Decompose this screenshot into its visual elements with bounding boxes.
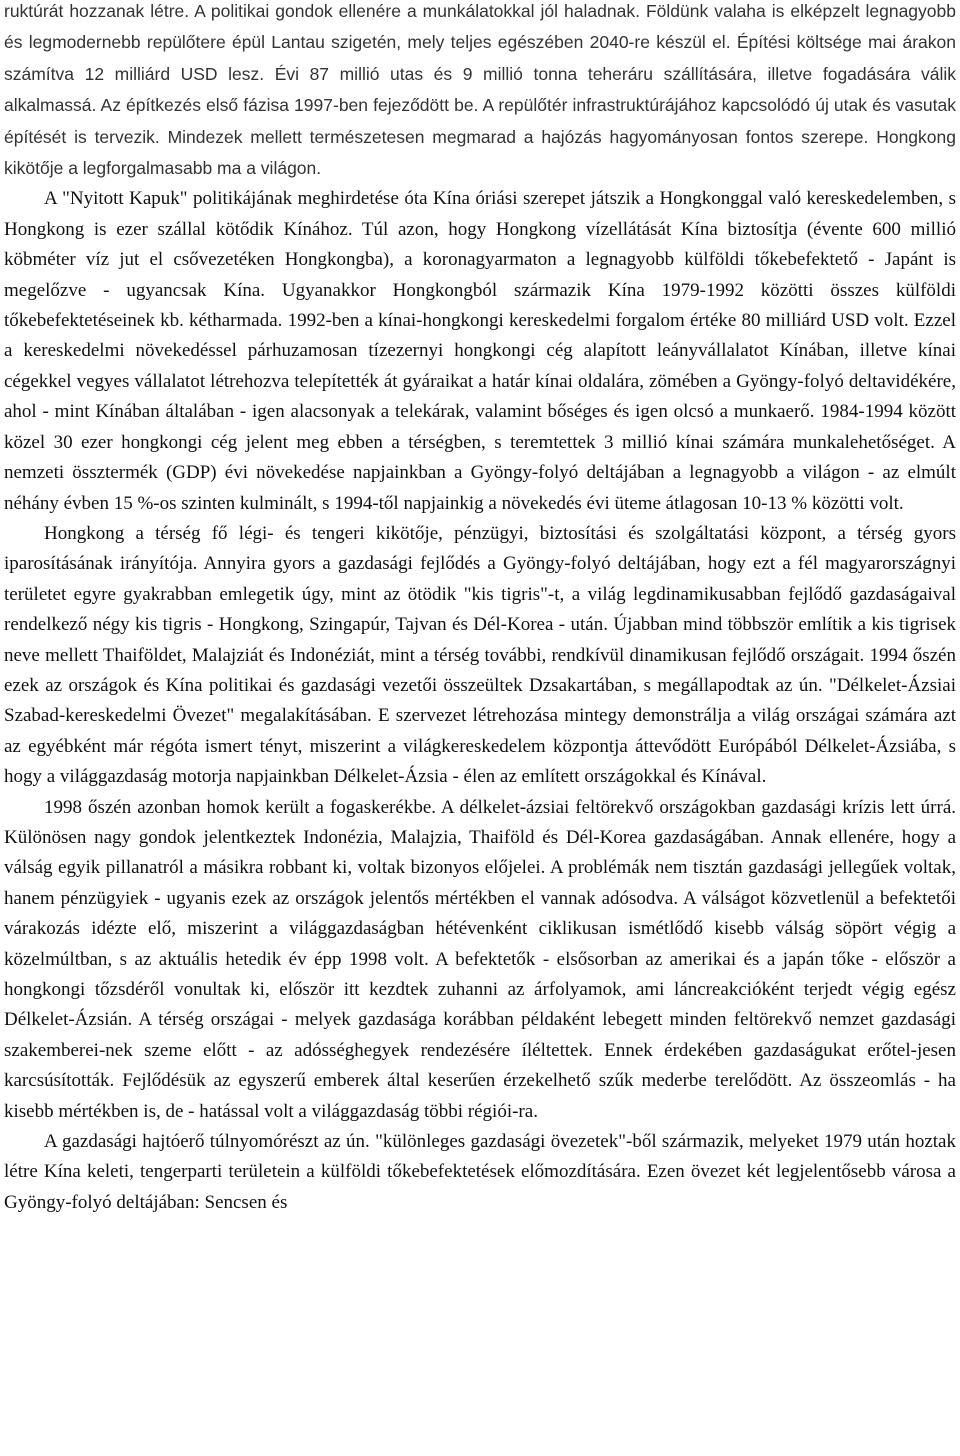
document-page xyxy=(4,0,956,1218)
paragraph-1-text: ruktúrát hozzanak létre. A politikai gondok ellenére a munkálatokkal jól haladnak. Földünk valaha is elképzelt legnagyobb és legmodernebb repülőtere épül Lantau szigetén, mely teljes egészében 2040-re készül el. Építési költsége mai árakon számítva 12 milliárd USD lesz. Évi 87 millió utas és 9 millió tonna teheráru szállítására, illetve fogadására válik alkalmassá. Az építkezés első fázisa 1997-ben fejeződött be. A repülőtér infrastruktúrájához kapcsolódó új utak és vasutak építését is tervezik. Mindezek mellett természetesen megmarad a hajózás hagyományosan fontos szerepe. Hongkong kikötője a legforgalmasabb ma a világon. xyxy=(4,1,956,179)
paragraph-2-text: A "Nyitott Kapuk" politikájának meghirdetése óta Kína óriási szerepet játszik a Hongkonggal való kereskedelemben, s Hongkong is ezer szállal kötődik Kínához. Túl azon, hogy Hongkong vízellátását Kína biztosítja (évente 600 millió köbméter víz jut el csővezetéken Hongkongba), a koronagyarmaton a legnagyobb külföldi tőkebefektető - Japánt is megelőzve - ugyancsak Kína. Ugyanakkor Hongkongból származik Kína 1979-1992 közötti összes külföldi tőkebefektetéseinek kb. kétharmada. 1992-ben a kínai-hongkongi kereskedelmi forgalom értéke 80 milliárd USD volt. Ezzel a kereskedelmi növekedéssel párhuzamosan tízezernyi hongkongi cég alapított leányvállalatot Kínában, illetve kínai cégekkel vegyes vállalatot létrehozva telepítették át gyáraikat a határ kínai oldalára, zömében a Gyöngy-folyó deltavidékére, ahol - mint Kínában általában - igen alacsonyak a telekárak, valamint bőséges és igen olcsó a munkaerő. 1984-1994 között közel 30 ezer hongkongi cég jelent meg ebben a térségben, s teremtettek 3 millió kínai számára munkalehetőséget. A nemzeti össztermék (GDP) évi növekedése napjainkban a Gyöngy-folyó deltájában a legnagyobb a világon - az elmúlt néhány évben 15 %-os szinten kulminált, s 1994-től napjainkig a növekedés évi üteme átlagosan 10-13 % közötti volt. xyxy=(4,188,956,514)
paragraph-5 xyxy=(4,1127,956,1218)
paragraph-1 xyxy=(4,0,956,184)
paragraph-2 xyxy=(4,184,956,518)
paragraph-3 xyxy=(4,519,956,793)
paragraph-5-text: A gazdasági hajtóerő túlnyomórészt az ún. "különleges gazdasági övezetek"-ből származik, melyeket 1979 után hoztak létre Kína keleti, tengerparti területein a külföldi tőkebefektetések előmozdítására. Ezen övezet két legjelentősebb városa a Gyöngy-folyó deltájában: Sencsen és xyxy=(4,1131,956,1213)
paragraph-3-text: Hongkong a térség fő légi- és tengeri kikötője, pénzügyi, biztosítási és szolgáltatási központ, a térség gyors iparosításának irányítója. Annyira gyors a gazdasági fejlődés a Gyöngy-folyó deltájában, hogy ezt a fél magyarországnyi területet egyre gyakrabban emlegetik úgy, mint az ötödik "kis tigris"-t, a világ legdinamikusabban fejlődő gazdaságaival rendelkező négy kis tigris - Hongkong, Szingapúr, Tajvan és Dél-Korea - után. Újabban mind többször említik a kis tigrisek neve mellett Thaiföldet, Malajziát és Indonéziát, mint a térség további, rendkívül dinamikusan fejlődő országait. 1994 őszén ezek az országok és Kína politikai és gazdasági vezetői összeültek Dzsakartában, s megállapodtak az ún. "Délkelet-Ázsiai Szabad-kereskedelmi Övezet" megalakításában. E szervezet létrehozása mintegy demonstrálja a világ országai számára azt az egyébként már régóta ismert tényt, miszerint a világkereskedelem központja áttevődött Európából Délkelet-Ázsiába, s hogy a világgazdaság motorja napjainkban Délkelet-Ázsia - élen az említett országokkal és Kínával. xyxy=(4,522,956,788)
paragraph-4 xyxy=(4,793,956,1127)
paragraph-4-text: 1998 őszén azonban homok került a fogaskerékbe. A délkelet-ázsiai feltörekvő országokban gazdasági krízis lett úrrá. Különösen nagy gondok jelentkeztek Indonézia, Malajzia, Thaiföld és Dél-Korea gazdaságában. Annak ellenére, hogy a válság egyik pillanatról a másikra robbant ki, voltak bizonyos előjelei. A problémák nem tisztán gazdasági jellegűek voltak, hanem pénzügyiek - ugyanis ezek az országok jelentős mértékben el vannak adósodva. A válságot közvetlenül a befektetői várakozás idézte elő, miszerint a világgazdaságban hétévenként ciklikusan ismétlődő kisebb válság söpört végig a közelmúltban, s az aktuális hetedik év épp 1998 volt. A befektetők - elsősorban az amerikai és a japán tőke - először a hongkongi tőzsdéről vonultak ki, először itt kezdtek zuhanni az árfolyamok, ami láncreakcióként terjedt végig egész Délkelet-Ázsián. A térség országai - melyek gazdasága korábban példaként lebegett minden feltörekvő nemzet gazdasági szakemberei-nek szeme előtt - az adósséghegyek rendezésére íléltettek. Ennek érdekében gazdaságukat erőtel-jesen karcsúsították. Fejlődésük az egyszerű emberek által keserűen érzekelhető szűk mederbe terelődött. Az összeomlás - ha kisebb mértékben is, de - hatással volt a világgazdaság többi régiói-ra. xyxy=(4,796,956,1122)
